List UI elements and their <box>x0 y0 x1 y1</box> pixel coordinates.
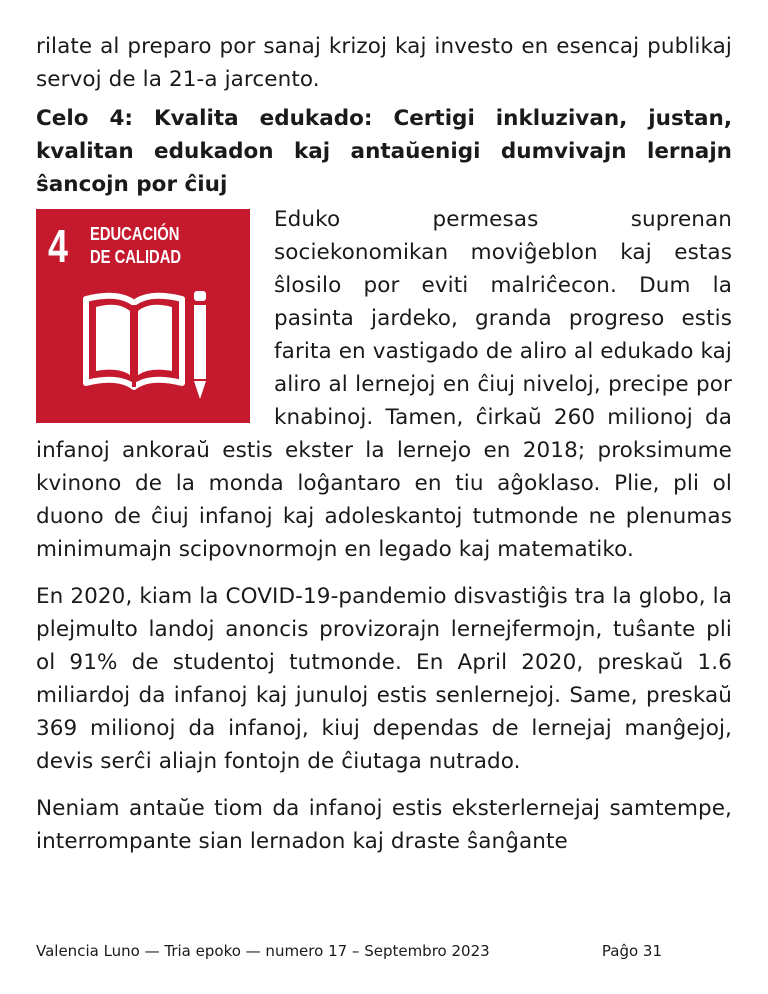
footer-page-number: Paĝo 31 <box>601 942 662 960</box>
sdg-title-line-1: EDUCACIÓN <box>90 224 180 244</box>
paragraph-out-of-school: Neniam antaŭe tiom da infanoj estis eksterlernejaj samtempe, interrompante sian lernadon kaj draste ŝanĝante <box>36 796 732 854</box>
sdg-goal-4-badge <box>36 209 250 423</box>
footer-publication: Valencia Luno — Tria epoko — numero 17 – Septembro 2023 <box>36 942 490 960</box>
goal-heading: Celo 4: Kvalita edukado: Certigi inkluzivan, justan, kvalitan edukadon kaj antaŭenigi dumvivajn lernajn ŝancojn por ĉiuj <box>36 106 732 197</box>
sdg-number: 4 <box>48 220 68 272</box>
sdg-title <box>90 223 181 269</box>
intro-paragraph: rilate al preparo por sanaj krizoj kaj investo en esencaj publikaj servoj de la 21-a jarcento. <box>36 34 732 92</box>
book-and-pencil-icon <box>82 291 212 403</box>
sdg-title-line-2: DE CALIDAD <box>90 247 182 267</box>
article-body <box>36 30 732 858</box>
paragraph-education: Eduko permesas suprenan sociekonomikan moviĝeblon kaj estas ŝlosilo por eviti malriĉecon. Dum la pasinta jardeko, granda progreso estis farita en vastigado de aliro al edukado kaj aliro al lernejoj en ĉiuj niveloj, precipe por knabinoj. Tamen, ĉirkaŭ 260 milionoj da infanoj ankoraŭ estis ekster la lernejo en 2018; proksimume kvinono de la monda loĝantaro en tiu aĝoklaso. Plie, pli ol duono de ĉiuj infanoj kaj adoleskantoj tutmonde ne plenumas minimumajn scipovnormojn en legado kaj matematiko. <box>36 207 732 562</box>
paragraph-covid: En 2020, kiam la COVID-19-pandemio disvastiĝis tra la globo, la plejmulto landoj anoncis provizorajn lernejfermojn, tuŝante pli ol 91% de studentoj tutmonde. En April 2020, preskaŭ 1.6 miliardoj da infanoj kaj junuloj estis senlernejoj. Same, preskaŭ 369 milionoj da infanoj, kiuj dependas de lernejaj manĝejoj, devis serĉi aliajn fontojn de ĉiutaga nutrado. <box>36 584 732 774</box>
